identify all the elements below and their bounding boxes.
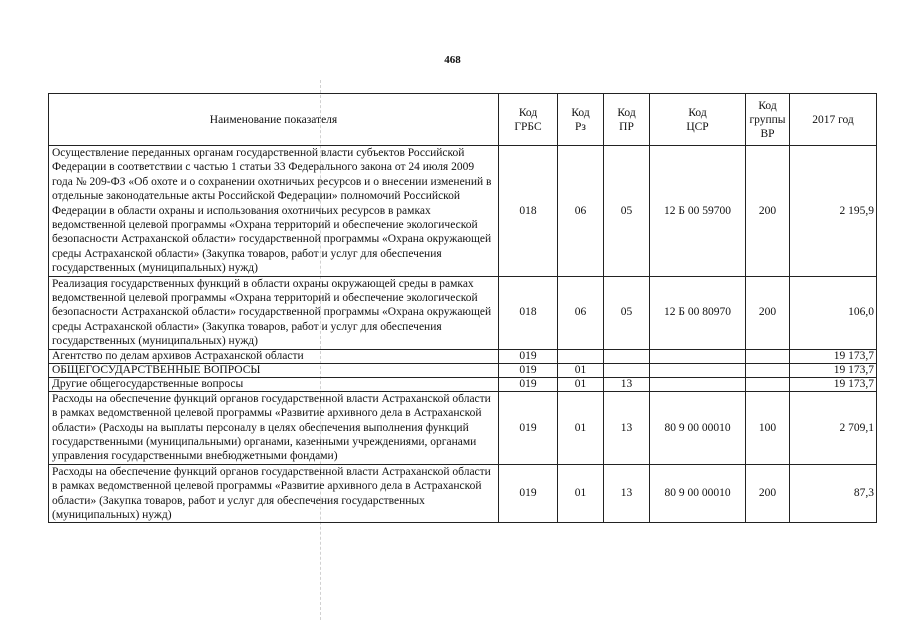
row-name: Расходы на обеспечение функций органов государственной власти Астраханской области в рамках ведомственной целевой программы «Развитие архивного дела в Астраханской области» (Закупка товаров, работ и услуг для обеспечения государственных (муниципальных) нужд) <box>49 464 499 523</box>
row-grbs: 019 <box>499 349 558 363</box>
row-value: 87,3 <box>790 464 877 523</box>
row-name: Осуществление переданных органам государственной власти субъектов Российской Федерации в соответствии с частью 1 статьи 33 Федерального закона от 24 июля 2009 года № 209-ФЗ «Об охоте и о сохранении охотничьих ресурсов и о внесении изменений в отдельные законодательные акты Российской Федерации» полномочий Российской Федерации в области охраны и использования охотничьих ресурсов в рамках ведомственной целевой программы «Охрана территорий и обеспечение экологической безопасности Астраханской области» государственной программы «Охрана окружающей среды Астраханской области» (Закупка товаров, работ и услуг для обеспечения государственных (муниципальных) нужд) <box>49 146 499 277</box>
row-vr: 200 <box>746 464 790 523</box>
row-csr <box>650 363 746 377</box>
row-vr: 100 <box>746 391 790 464</box>
row-pr <box>604 363 650 377</box>
row-vr: 200 <box>746 276 790 349</box>
row-pr: 05 <box>604 146 650 277</box>
row-pr: 13 <box>604 377 650 391</box>
row-csr <box>650 349 746 363</box>
header-year: 2017 год <box>790 94 877 146</box>
table-row <box>49 349 877 363</box>
header-csr: Код ЦСР <box>650 94 746 146</box>
row-csr: 80 9 00 00010 <box>650 464 746 523</box>
header-row <box>49 94 877 146</box>
row-rz: 06 <box>558 146 604 277</box>
row-value: 2 709,1 <box>790 391 877 464</box>
row-rz <box>558 349 604 363</box>
row-vr <box>746 377 790 391</box>
row-name: Другие общегосударственные вопросы <box>49 377 499 391</box>
row-name: Реализация государственных функций в области охраны окружающей среды в рамках ведомственной целевой программы «Охрана территорий и обеспечение экологической безопасности Астраханской области» государственной программы «Охрана окружающей среды Астраханской области» (Закупка товаров, работ и услуг для обеспечения государственных (муниципальных) нужд) <box>49 276 499 349</box>
page-number: 468 <box>444 54 461 66</box>
row-name: ОБЩЕГОСУДАРСТВЕННЫЕ ВОПРОСЫ <box>49 363 499 377</box>
row-rz: 01 <box>558 464 604 523</box>
row-pr: 13 <box>604 464 650 523</box>
table-row <box>49 146 877 277</box>
row-rz: 01 <box>558 363 604 377</box>
row-value: 19 173,7 <box>790 377 877 391</box>
row-grbs: 019 <box>499 464 558 523</box>
row-csr: 80 9 00 00010 <box>650 391 746 464</box>
table-row <box>49 276 877 349</box>
row-grbs: 019 <box>499 363 558 377</box>
row-rz: 01 <box>558 377 604 391</box>
row-rz: 06 <box>558 276 604 349</box>
row-pr: 05 <box>604 276 650 349</box>
row-pr <box>604 349 650 363</box>
row-grbs: 018 <box>499 276 558 349</box>
header-grbs: Код ГРБС <box>499 94 558 146</box>
row-value: 2 195,9 <box>790 146 877 277</box>
table-row <box>49 464 877 523</box>
table-row <box>49 391 877 464</box>
row-grbs: 019 <box>499 377 558 391</box>
row-name: Агентство по делам архивов Астраханской области <box>49 349 499 363</box>
row-value: 106,0 <box>790 276 877 349</box>
row-value: 19 173,7 <box>790 363 877 377</box>
row-value: 19 173,7 <box>790 349 877 363</box>
table-row <box>49 377 877 391</box>
budget-table <box>48 93 877 523</box>
row-vr <box>746 363 790 377</box>
row-csr <box>650 377 746 391</box>
table-row <box>49 363 877 377</box>
row-vr: 200 <box>746 146 790 277</box>
header-pr: Код ПР <box>604 94 650 146</box>
row-csr: 12 Б 00 80970 <box>650 276 746 349</box>
row-rz: 01 <box>558 391 604 464</box>
row-grbs: 018 <box>499 146 558 277</box>
row-pr: 13 <box>604 391 650 464</box>
row-name: Расходы на обеспечение функций органов государственной власти Астраханской области в рамках ведомственной целевой программы «Развитие архивного дела в Астраханской области» (Расходы на выплаты персоналу в целях обеспечения выполнения функций государственными (муниципальными) органами, казенными учреждениями, органами управления государственными внебюджетными фондами) <box>49 391 499 464</box>
header-vr: Код группы ВР <box>746 94 790 146</box>
row-vr <box>746 349 790 363</box>
row-csr: 12 Б 00 59700 <box>650 146 746 277</box>
header-rz: Код Рз <box>558 94 604 146</box>
header-name: Наименование показателя <box>49 94 499 146</box>
row-grbs: 019 <box>499 391 558 464</box>
